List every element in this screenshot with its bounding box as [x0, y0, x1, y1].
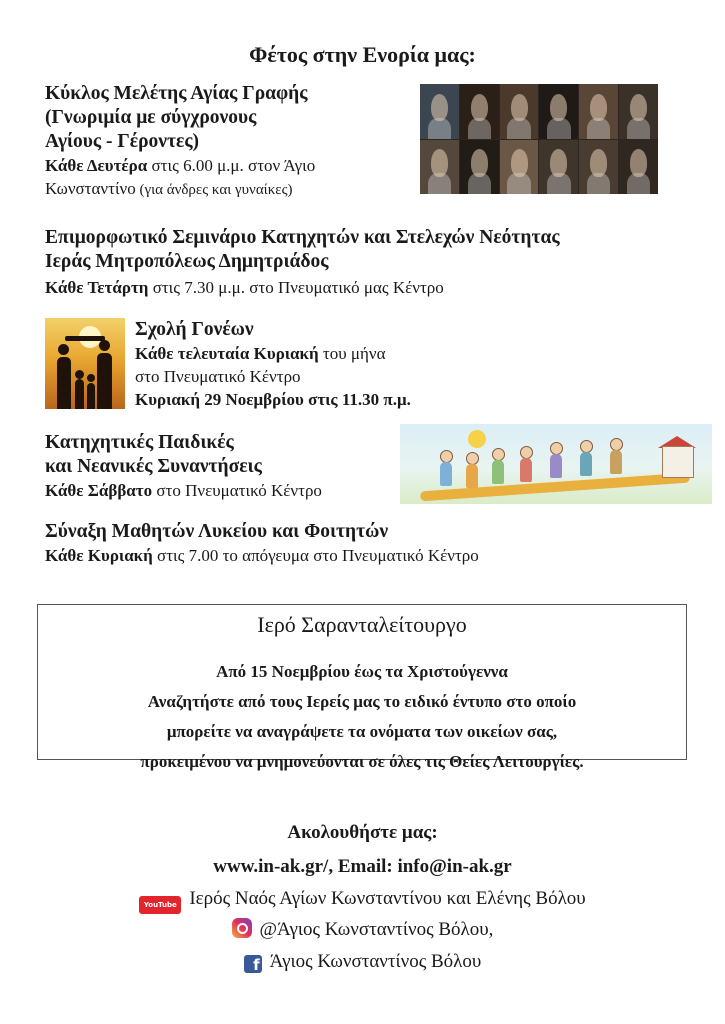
bible-study-time: στις 6.00 μ.μ. στον Άγιο: [147, 156, 316, 175]
box-line-4: προκειμένου να μνημονεύονται σε όλες τις Θείες Λειτουργίες.: [140, 752, 584, 771]
seminar-section: [45, 226, 695, 299]
facebook-icon: f: [244, 955, 262, 973]
instagram-icon: [232, 918, 252, 938]
bible-study-note: (για άνδρες και γυναίκες): [135, 182, 293, 198]
bible-study-section: [45, 82, 415, 202]
seminar-heading-2: Ιεράς Μητροπόλεως Δημητριάδος: [45, 251, 329, 272]
sarantaleitourgo-box: [37, 604, 687, 771]
bible-study-heading-3: Αγίους - Γέροντες): [45, 131, 200, 152]
children-meetings-heading-1: Κατηχητικές Παιδικές: [45, 432, 234, 453]
youtube-channel-name: Ιερός Ναός Αγίων Κωνσταντίνου και Ελένης Βόλου: [189, 888, 586, 909]
students-day: Κάθε Κυριακή: [45, 546, 153, 565]
students-details: στις 7.00 το απόγευμα στο Πνευματικό Κέντρο: [152, 546, 479, 565]
family-silhouette-image: [45, 318, 125, 409]
seminar-heading-1: Επιμορφωτικό Σεμινάριο Κατηχητών και Στελεχών Νεότητας: [45, 227, 560, 248]
page-title: Φέτος στην Ενορία μας:: [249, 42, 476, 67]
parents-school-when-rest: του μήνα: [318, 344, 386, 363]
seminar-details: στις 7.30 μ.μ. στο Πνευματικό μας Κέντρο: [148, 278, 444, 297]
bible-study-heading-1: Κύκλος Μελέτης Αγίας Γραφής: [45, 83, 308, 104]
instagram-link[interactable]: [0, 918, 725, 942]
follow-heading: Ακολουθήστε μας:: [287, 822, 438, 843]
children-meetings-place: στο Πνευματικό Κέντρο: [152, 481, 322, 500]
children-meetings-section: [45, 431, 395, 502]
contact-links[interactable]: www.in-ak.gr/, Email: info@in-ak.gr: [213, 856, 512, 877]
facebook-page-name: Άγιος Κωνσταντίνος Βόλου: [269, 951, 482, 972]
parents-school-section: [135, 318, 535, 411]
facebook-link[interactable]: [0, 950, 725, 974]
children-meetings-day: Κάθε Σάββατο: [45, 481, 153, 500]
box-line-2: Αναζητήστε από τους Ιερείς μας το ειδικό έντυπο στο οποίο: [147, 692, 577, 711]
bible-study-place: Κωνσταντίνο: [45, 179, 136, 198]
bible-study-heading-2: (Γνωριμία με σύγχρονους: [45, 107, 257, 128]
youtube-link[interactable]: [0, 887, 725, 914]
children-illustration: [400, 424, 712, 504]
seminar-day: Κάθε Τετάρτη: [45, 278, 149, 297]
parents-school-next-date: Κυριακή 29 Νοεμβρίου στις 11.30 π.μ.: [135, 390, 411, 409]
box-title: Ιερό Σαρανταλείτουργο: [257, 612, 467, 637]
parents-school-place: στο Πνευματικό Κέντρο: [135, 367, 301, 386]
children-meetings-heading-2: και Νεανικές Συναντήσεις: [45, 456, 262, 477]
box-line-1: Από 15 Νοεμβρίου έως τα Χριστούγεννα: [216, 662, 508, 681]
parents-school-heading: Σχολή Γονέων: [135, 319, 254, 340]
youtube-icon: YouTube: [139, 896, 181, 914]
instagram-handle: @Άγιος Κωνσταντίνος Βόλου,: [259, 919, 494, 940]
students-section: [45, 520, 695, 567]
students-heading: Σύναξη Μαθητών Λυκείου και Φοιτητών: [45, 521, 389, 542]
bible-study-day: Κάθε Δευτέρα: [45, 156, 148, 175]
elders-photo-collage: [420, 84, 658, 194]
parents-school-when: Κάθε τελευταία Κυριακή: [135, 344, 319, 363]
box-line-3: μπορείτε να αναγράψετε τα ονόματα των οικείων σας,: [166, 722, 558, 741]
